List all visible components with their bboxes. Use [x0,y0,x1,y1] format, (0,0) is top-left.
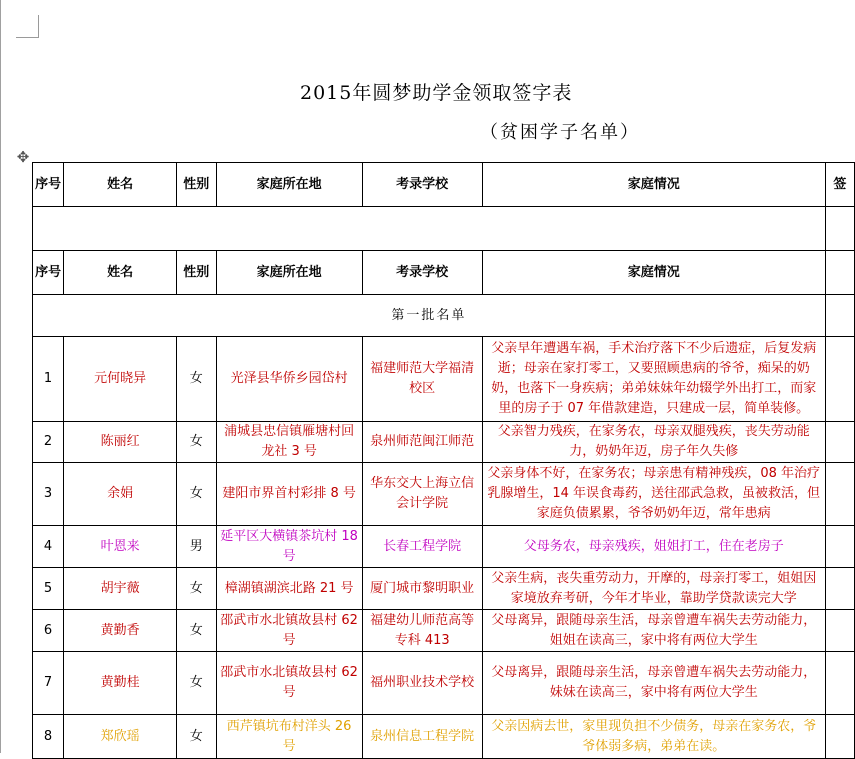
row-no: 5 [33,568,64,610]
header-address: 家庭所在地 [216,163,362,207]
row-school: 福建幼儿师范高等专科 413 [362,610,482,652]
header-gender: 性别 [177,251,217,295]
row-address: 邵武市水北镇故县村 62 号 [216,652,362,715]
table-row [33,337,855,422]
row-school: 泉州信息工程学院 [362,715,482,759]
header-row-repeat [33,251,855,295]
header-seq: 序号 [33,251,64,295]
row-gender: 女 [177,652,217,715]
row-signature[interactable] [825,715,854,759]
row-signature[interactable] [825,568,854,610]
row-signature[interactable] [825,526,854,568]
row-name: 胡宇薇 [64,568,177,610]
row-situation: 父亲智力残疾，在家务农，母亲双腿残疾，丧失劳动能力，奶奶年迈，房子年久失修 [482,422,825,463]
row-gender: 女 [177,568,217,610]
blank-cell-extra [825,207,854,251]
header-school: 考录学校 [362,163,482,207]
row-school: 福建师范大学福清校区 [362,337,482,422]
document-subtitle: （贫困学子名单） [480,122,640,143]
row-gender: 男 [177,526,217,568]
blank-cell [33,207,826,251]
header-school: 考录学校 [362,251,482,295]
header-situation: 家庭情况 [482,163,825,207]
row-signature[interactable] [825,422,854,463]
row-address: 樟湖镇湖滨北路 21 号 [216,568,362,610]
table-row [33,463,855,526]
table-row [33,568,855,610]
row-address: 建阳市界首村彩排 8 号 [216,463,362,526]
row-situation: 父亲身体不好，在家务农；母亲患有精神残疾，08 年治疗乳腺增生，14 年误食毒药，送往邵武急救，虽被救活，但家庭负债累累，爷爷奶奶年迈，常年患病 [482,463,825,526]
row-gender: 女 [177,715,217,759]
table-row [33,526,855,568]
header-seq: 序号 [33,163,64,207]
batch-extra [825,295,854,337]
row-no: 8 [33,715,64,759]
table-row [33,652,855,715]
row-school: 厦门城市黎明职业 [362,568,482,610]
row-situation: 父母务农，母亲残疾，姐姐打工，住在老房子 [482,526,825,568]
header-name: 姓名 [64,251,177,295]
row-school: 泉州师范闽江师范 [362,422,482,463]
row-no: 4 [33,526,64,568]
row-situation: 父母离异，跟随母亲生活，母亲曾遭车祸失去劳动能力，姐姐在读高三，家中将有两位大学生 [482,610,825,652]
row-situation: 父母离异，跟随母亲生活，母亲曾遭车祸失去劳动能力，妹妹在读高三，家中将有两位大学生 [482,652,825,715]
batch-row [33,295,855,337]
blank-row [33,207,855,251]
row-name: 元何晓异 [64,337,177,422]
row-address: 延平区大横镇茶坑村 18 号 [216,526,362,568]
table-row [33,715,855,759]
row-address: 西芹镇坑布村洋头 26 号 [216,715,362,759]
row-no: 3 [33,463,64,526]
row-name: 黄勤香 [64,610,177,652]
row-signature[interactable] [825,337,854,422]
row-no: 2 [33,422,64,463]
row-gender: 女 [177,463,217,526]
header-situation: 家庭情况 [482,251,825,295]
document-title: 2015年圆梦助学金领取签字表 [300,82,573,104]
header-row [33,163,855,207]
row-situation: 父亲生病，丧失重劳动力，开摩的，母亲打零工，姐姐因家境放弃考研，今年才毕业，靠助学贷款读完大学 [482,568,825,610]
row-school: 长春工程学院 [362,526,482,568]
row-gender: 女 [177,610,217,652]
row-signature[interactable] [825,463,854,526]
row-name: 黄勤桂 [64,652,177,715]
row-school: 华东交大上海立信会计学院 [362,463,482,526]
row-no: 7 [33,652,64,715]
row-no: 1 [33,337,64,422]
page-corner-marker [16,15,39,38]
header-name: 姓名 [64,163,177,207]
header-gender: 性别 [177,163,217,207]
row-address: 浦城县忠信镇雁塘村回龙社 3 号 [216,422,362,463]
batch-label: 第一批名单 [33,295,826,337]
table-row [33,610,855,652]
page-edge [0,0,1,753]
row-name: 郑欣瑶 [64,715,177,759]
row-signature[interactable] [825,610,854,652]
row-situation: 父亲因病去世，家里现负担不少债务，母亲在家务农，爷爷体弱多病，弟弟在读。 [482,715,825,759]
row-school: 福州职业技术学校 [362,652,482,715]
row-address: 邵武市水北镇故县村 62 号 [216,610,362,652]
header-address: 家庭所在地 [216,251,362,295]
row-address: 光泽县华侨乡园岱村 [216,337,362,422]
header-extra: 签 [825,163,854,207]
row-no: 6 [33,610,64,652]
row-situation: 父亲早年遭遇车祸，手术治疗落下不少后遗症，后复发病逝；母亲在家打零工，又要照顾患病的爷爷，痴呆的奶奶，也落下一身疾病；弟弟妹妹年幼辍学外出打工，而家里的房子于 07 年借款建造，只建成一层，简单装修。 [482,337,825,422]
header-extra-blank [825,251,854,295]
row-name: 叶恩来 [64,526,177,568]
row-gender: 女 [177,337,217,422]
row-gender: 女 [177,422,217,463]
row-name: 余娟 [64,463,177,526]
table-row [33,422,855,463]
table-move-handle-icon[interactable]: ✥ [16,148,30,166]
row-name: 陈丽红 [64,422,177,463]
signature-table [32,162,855,759]
row-signature[interactable] [825,652,854,715]
